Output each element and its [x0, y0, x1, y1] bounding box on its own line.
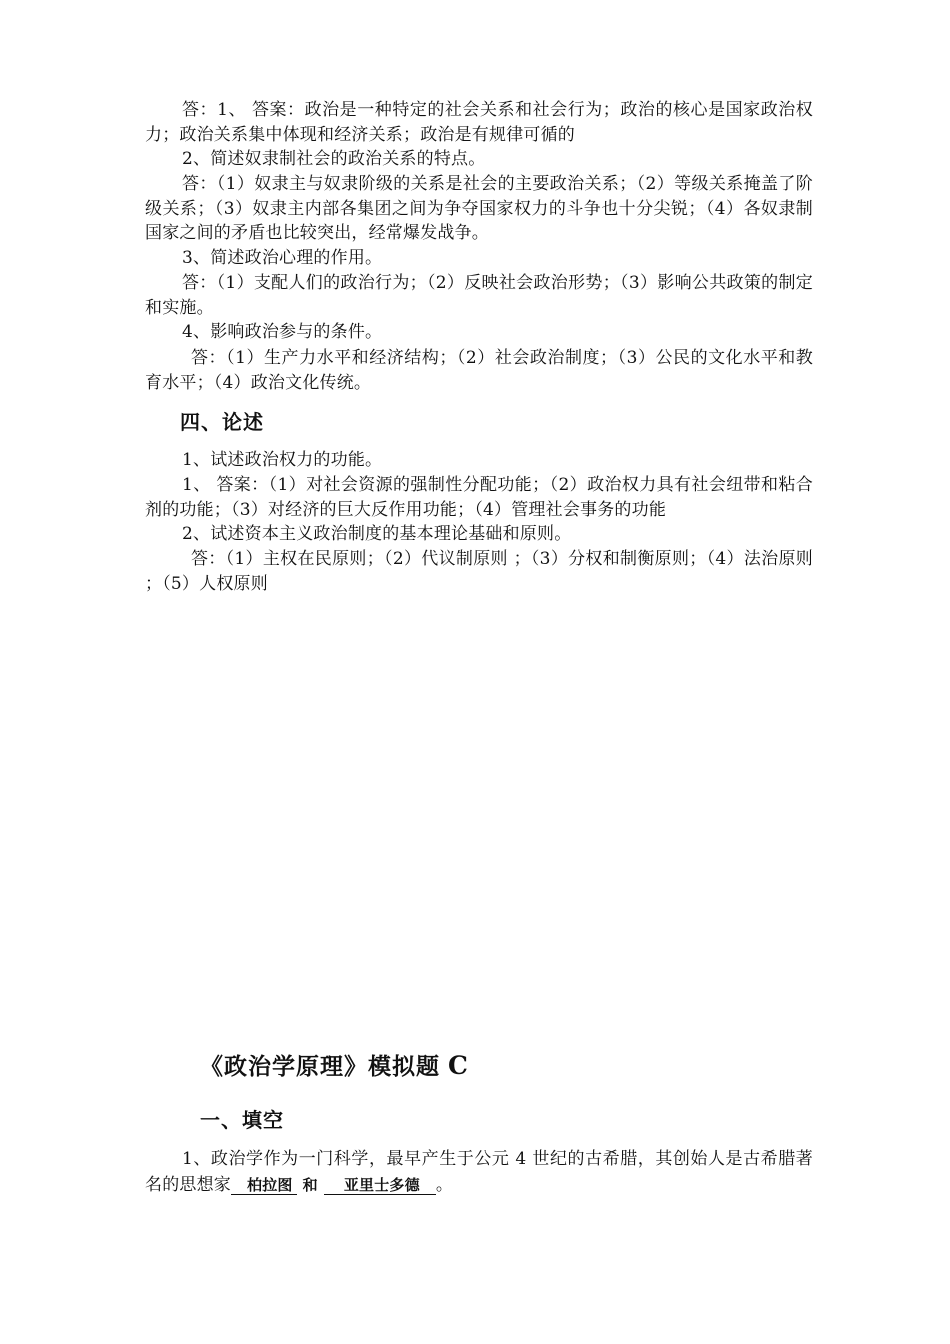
answer-3: 答：（1）支配人们的政治行为；（2）反映社会政治形势；（3）影响公共政策的制定和实施。: [145, 273, 813, 318]
answer-1: 答：1、 答案：政治是一种特定的社会关系和社会行为；政治的核心是国家政治权力；政治关系集中体现和经济关系；政治是有规律可循的: [145, 100, 813, 145]
answer-blank-1: 柏拉图: [231, 1176, 297, 1195]
answer-blank-2: 亚里士多德: [324, 1176, 436, 1195]
question-2: 2、简述奴隶制社会的政治关系的特点。: [182, 149, 486, 169]
exam-title-text: 《政治学原理》模拟题: [200, 1054, 440, 1080]
conjunction-text: 和: [302, 1176, 318, 1194]
question-4: 4、影响政治参与的条件。: [182, 322, 383, 342]
question-3: 3、简述政治心理的作用。: [182, 248, 383, 268]
exam-title-letter: C: [448, 1051, 469, 1080]
section-heading-essay: 四、论述: [180, 410, 264, 434]
essay-answer-2: 答：（1）主权在民原则；（2）代议制原则 ；（3）分权和制衡原则；（4）法治原则 ；（5）人权原则: [145, 549, 813, 594]
section-heading-fill-blank: 一、填空: [200, 1108, 284, 1132]
essay-question-1: 1、试述政治权力的功能。: [182, 450, 383, 470]
exam-title: [200, 1048, 469, 1081]
fill-blank-question-text: 1、政治学作为一门科学，最早产生于公元 4 世纪的古希腊，其创始人是古希腊著名的思想家: [145, 1149, 813, 1195]
fill-blank-question-1: [145, 1146, 813, 1198]
end-punctuation: 。: [435, 1175, 454, 1195]
essay-question-2: 2、试述资本主义政治制度的基本理论基础和原则。: [182, 524, 572, 544]
essay-answer-1: 1、 答案：（1）对社会资源的强制性分配功能；（2）政治权力具有社会纽带和粘合剂的功能；（3）对经济的巨大反作用功能；（4）管理社会事务的功能: [145, 475, 813, 520]
answer-4: 答：（1）生产力水平和经济结构；（2）社会政治制度；（3）公民的文化水平和教育水平；（4）政治文化传统。: [145, 348, 813, 393]
answer-2: 答：（1）奴隶主与奴隶阶级的关系是社会的主要政治关系；（2）等级关系掩盖了阶级关系；（3）奴隶主内部各集团之间为争夺国家权力的斗争也十分尖锐；（4）各奴隶制国家之间的矛盾也比较突出，经常爆发战争。: [145, 174, 813, 243]
